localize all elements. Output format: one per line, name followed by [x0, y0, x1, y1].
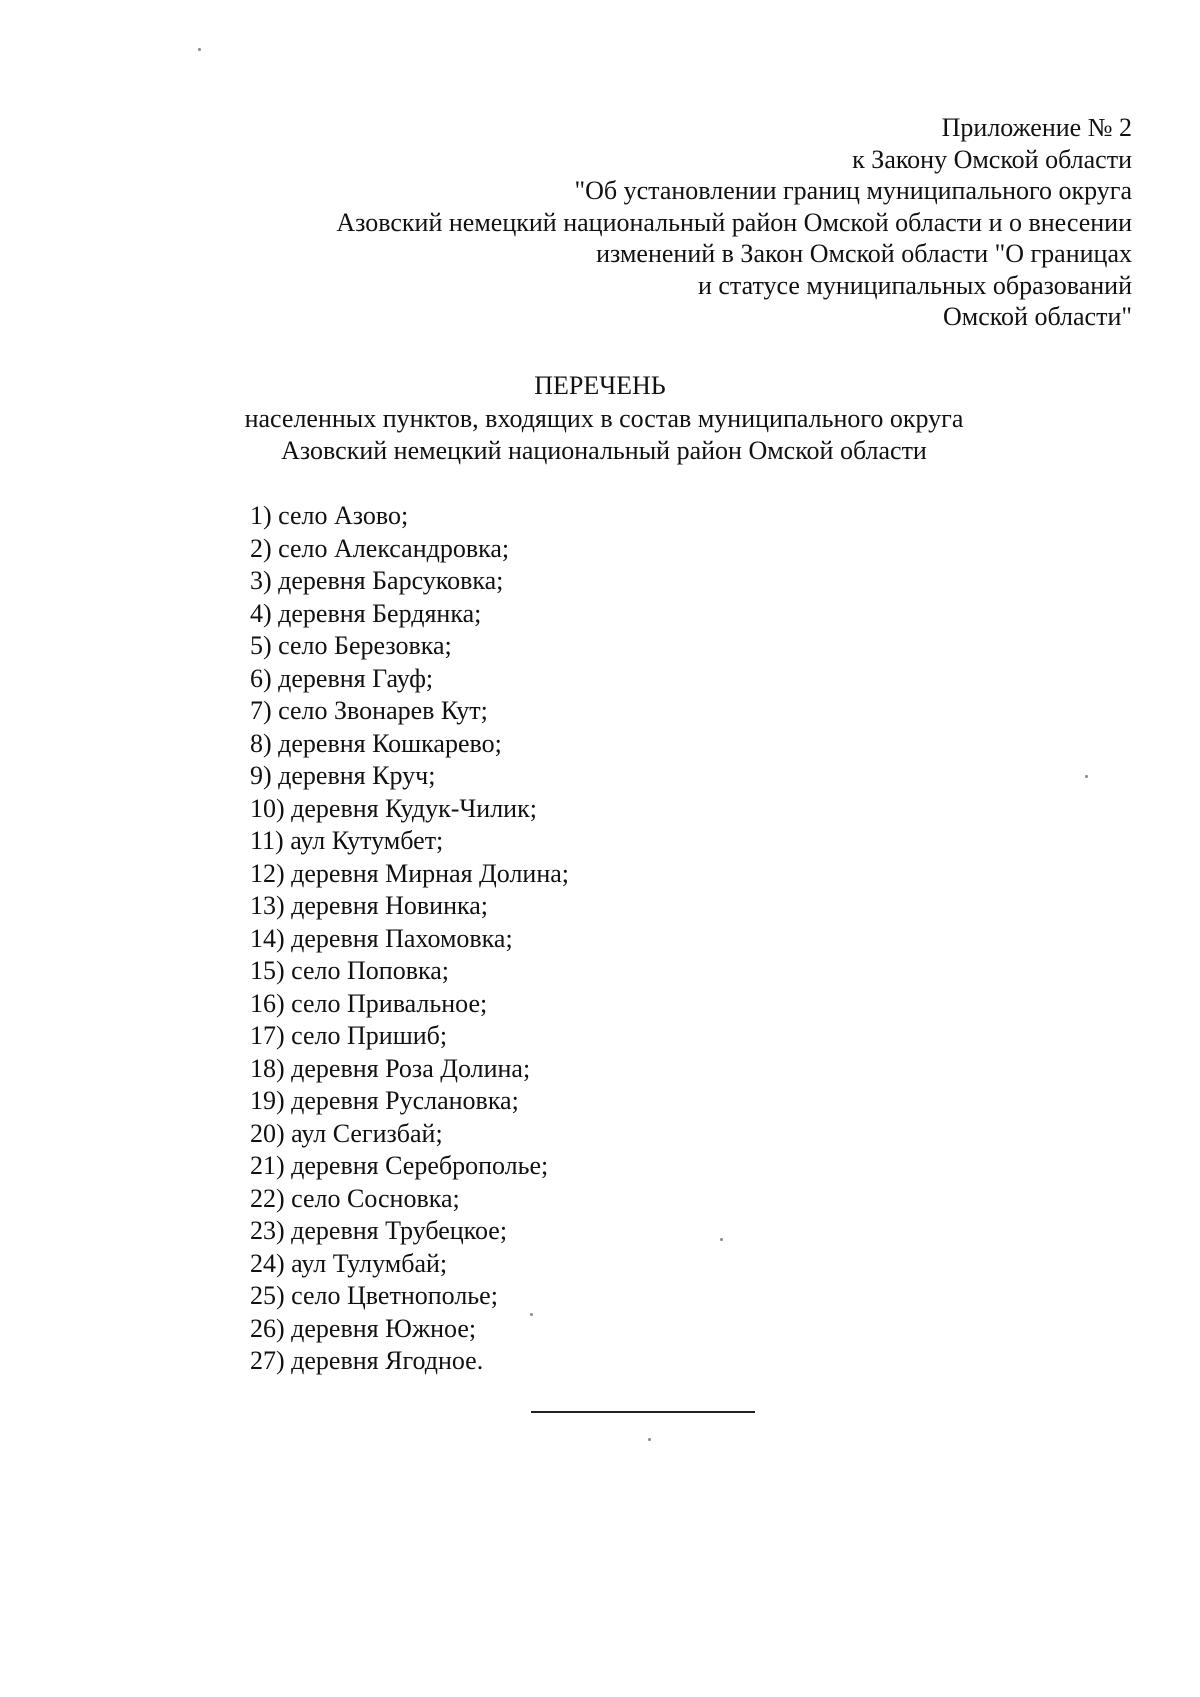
header-line: Азовский немецкий национальный район Омской области и о внесении: [336, 207, 1132, 237]
list-item: 24) аул Тулумбай;: [250, 1248, 448, 1278]
list-item: 8) деревня Кошкарево;: [250, 728, 502, 758]
scan-speck: [648, 1438, 651, 1441]
list-item: 9) деревня Круч;: [250, 761, 436, 790]
list-item: 12) деревня Мирная Долина;: [250, 858, 570, 888]
scan-speck: [198, 48, 201, 51]
document-subtitle-line: Азовский немецкий национальный район Омской области: [281, 436, 927, 465]
list-item: 2) село Александровка;: [250, 533, 510, 563]
header-line: к Закону Омской области: [852, 144, 1132, 174]
appendix-header: [232, 112, 1132, 333]
list-item: 5) село Березовка;: [250, 631, 452, 660]
list-item: 16) село Привальное;: [250, 988, 488, 1018]
end-divider: [531, 1411, 755, 1413]
scan-speck: [720, 1238, 723, 1241]
list-item: 13) деревня Новинка;: [250, 891, 488, 920]
header-line: "Об установлении границ муниципального округа: [574, 176, 1132, 205]
list-item: 15) село Поповка;: [250, 956, 449, 985]
scan-speck: [1085, 775, 1088, 778]
list-item: 26) деревня Южное;: [250, 1313, 477, 1343]
list-item: 21) деревня Сереброполье;: [250, 1151, 549, 1180]
title-block: [0, 370, 1200, 467]
list-item: 1) село Азово;: [250, 501, 409, 530]
list-item: 3) деревня Барсуковка;: [250, 566, 504, 595]
scan-speck: [530, 1313, 533, 1316]
list-item: 7) село Звонарев Кут;: [250, 696, 488, 725]
list-item: 20) аул Сегизбай;: [250, 1118, 443, 1148]
list-item: 19) деревня Руслановка;: [250, 1086, 519, 1115]
settlement-list: [250, 500, 569, 1378]
header-line: изменений в Закон Омской области "О границах: [596, 239, 1132, 268]
document-title: ПЕРЕЧЕНЬ: [534, 371, 666, 400]
list-item: 10) деревня Кудук-Чилик;: [250, 793, 537, 823]
list-item: 14) деревня Пахомовка;: [250, 923, 513, 953]
document-subtitle-line: населенных пунктов, входящих в состав муниципального округа: [244, 404, 964, 433]
list-item: 23) деревня Трубецкое;: [250, 1216, 508, 1245]
list-item: 25) село Цветнополье;: [250, 1281, 498, 1310]
list-item: 22) село Сосновка;: [250, 1183, 460, 1213]
list-item: 17) село Пришиб;: [250, 1021, 448, 1050]
list-item: 18) деревня Роза Долина;: [250, 1053, 531, 1083]
header-line: Омской области": [942, 302, 1132, 331]
header-line: и статусе муниципальных образований: [697, 270, 1132, 300]
list-item: 4) деревня Бердянка;: [250, 598, 482, 628]
list-item: 27) деревня Ягодное.: [250, 1346, 484, 1375]
list-item: 6) деревня Гауф;: [250, 663, 434, 693]
list-item: 11) аул Кутумбет;: [250, 826, 444, 855]
header-line: Приложение № 2: [941, 113, 1132, 142]
